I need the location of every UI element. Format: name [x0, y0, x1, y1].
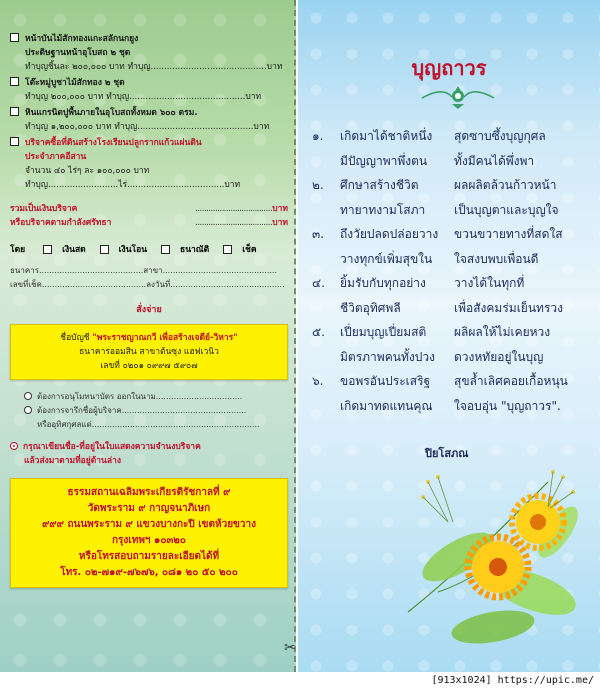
- verse-first-half: ชีวิตอุทิศพลี: [340, 300, 401, 315]
- item-4-detail: จำนวน ๔๐ ไร่ๆ ละ ๑๐๐,๐๐๐ บาท: [25, 166, 150, 176]
- option-dedicate[interactable]: หรืออุทิศกุศลแด่..................................................................: [37, 420, 260, 429]
- poem-title: บุญถาวร: [411, 56, 487, 80]
- account-number: เลขที่ ๐๒๐๑ ๐๙๙๗ ๕๙๐๗: [100, 361, 198, 371]
- verse-number: [312, 296, 340, 321]
- verse-line: [312, 247, 594, 272]
- address-line-2: วัดพระราม ๙ กาญจนาภิเษก: [87, 503, 211, 514]
- item-2-title: โต๊ะหมู่บูชาไม้สักทอง ๒ ชุด: [25, 78, 125, 88]
- verse-line: [312, 124, 594, 149]
- item-2: [10, 76, 288, 90]
- verse-line: [312, 173, 594, 198]
- verse-second-half: ผลผลิตล้วนก้าวหน้า: [454, 178, 557, 192]
- verse-second-half: ผลิผลให้ไม่เคยหวง: [454, 325, 551, 339]
- instruction-text-1: กรุณาเขียนชื่อ-ที่อยู่ในใบแสดงความจำนงบริจาค: [23, 442, 201, 452]
- phone-line: โทร. ๐๒-๗๑๙-๗๖๗๖, ๐๘๑ ๒๐ ๕๐ ๒๐๐: [60, 567, 238, 578]
- option-cash: เงินสด: [62, 245, 86, 255]
- radio-inscribe[interactable]: [24, 406, 32, 414]
- faith-donation-label: หรือบริจาคตามกำลังศรัทธา: [10, 218, 112, 228]
- option-money-order: ธนาณัติ: [180, 245, 210, 255]
- instruction-line-2: แล้วส่งมาตามที่อยู่ด้านล่าง: [24, 456, 121, 466]
- option-certificate[interactable]: [10, 390, 288, 404]
- verse-line: [312, 369, 594, 394]
- flower-illustration-icon: [398, 462, 598, 662]
- option-inscribe[interactable]: [10, 404, 288, 418]
- verse-line: [312, 149, 594, 174]
- item-1-title: หน้าบันไม้สักทองแกะสลักนกยูง: [25, 34, 139, 44]
- total-donation-line[interactable]: รวมเป็นเงินบริจาค ...................................บาท: [10, 204, 288, 214]
- scissors-icon: ✂: [284, 640, 296, 656]
- instruction-line-1: [10, 440, 288, 454]
- cheque-date-line[interactable]: เลขที่เช็ค.........................................ลงวันที่.............................................: [10, 280, 285, 289]
- checkbox-cash[interactable]: [43, 245, 52, 254]
- verse-number: [312, 394, 340, 419]
- poem-author: ปิยโสภณ: [425, 447, 469, 460]
- item-1-title2: ประดิษฐานหน้าอุโบสถ ๒ ชุด: [25, 48, 131, 58]
- poem-panel: [298, 0, 600, 672]
- verse-second-half: เป็นบุญตาและบุญใจ: [454, 202, 559, 217]
- verse-second-half: สุขล้ำเลิศคอยเกื้อหนุน: [454, 374, 568, 388]
- address-line-3: ๙๙๙ ถนนพระราม ๙ แขวงบางกะปิ เขตห้วยขวาง: [41, 519, 257, 530]
- total-donation-label: รวมเป็นเงินบริจาค: [10, 204, 78, 214]
- verse-first-half: ทายาทงามโสภา: [340, 202, 426, 217]
- verse-line: [312, 320, 594, 345]
- verse-number: ๔.: [312, 276, 325, 290]
- verse-number: [312, 345, 340, 370]
- item-3-title: หินแกรนิตปูพื้นภายในอุโบสถทั้งหมด ๖๐๐ ตรม.: [25, 108, 198, 118]
- verse-number: ๓.: [312, 227, 325, 241]
- verse-line: [312, 198, 594, 223]
- option-transfer: เงินโอน: [118, 245, 148, 255]
- verse-second-half: ดวงหทัยอยู่ในบุญ: [454, 349, 544, 364]
- verse-number: ๕.: [312, 325, 325, 339]
- checkbox-money-order[interactable]: [161, 245, 170, 254]
- verse-number: ๑.: [312, 129, 324, 143]
- verse-number: [312, 247, 340, 272]
- option-certificate-text: ต้องการอนุโมทนาบัตร ออกในนาม..................................: [37, 392, 243, 401]
- verse-second-half: สุดซาบซึ้งบุญกุศล: [454, 129, 546, 143]
- poem-verses: [312, 124, 594, 418]
- checkbox-transfer[interactable]: [100, 245, 109, 254]
- faith-baht-unit: บาท: [272, 218, 288, 228]
- checkbox-cheque[interactable]: [223, 245, 232, 254]
- bullet-icon: [10, 442, 18, 450]
- verse-line: [312, 222, 594, 247]
- bank-account-box: [10, 324, 288, 380]
- address-box: [10, 478, 288, 588]
- option-cheque: เช็ค: [242, 245, 257, 255]
- verse-line: [312, 271, 594, 296]
- pay-to-heading: สั่งจ่าย: [136, 305, 162, 315]
- verse-second-half: เพื่อสังคมร่มเย็นทรวง: [454, 300, 563, 315]
- item-3-detail: ทำบุญ ๑,๒๐๐,๐๐๐ บาท ทำบุญ...........................................บาท: [25, 122, 270, 132]
- address-line-5: หรือโทรสอบถามรายละเอียดได้ที่: [78, 551, 220, 562]
- bank-branch-line[interactable]: ธนาคาร.........................................สาขา.............................................: [10, 266, 278, 275]
- radio-certificate[interactable]: [24, 392, 32, 400]
- total-baht-unit: บาท: [272, 204, 288, 214]
- verse-line: [312, 345, 594, 370]
- verse-number: [312, 149, 340, 174]
- verse-first-half: มีปัญญาพาพึ่งตน: [340, 153, 428, 168]
- item-4: [10, 136, 288, 150]
- verse-second-half: ใจสงบพบเพื่อนดี: [454, 251, 539, 266]
- faith-donation-line[interactable]: หรือบริจาคตามกำลังศรัทธา ...................................บาท: [10, 218, 288, 228]
- payment-method-label: โดย: [10, 245, 26, 255]
- option-inscribe-text: ต้องการจารึกชื่อผู้บริจาค.................................................: [37, 406, 247, 415]
- verse-first-half: เกิดมาทดแทนคุณ: [340, 398, 433, 413]
- payment-method-row: [10, 242, 288, 256]
- account-bank: ธนาคารออมสิน สาขาต้นซุง แฮฟเวนิว: [79, 347, 219, 357]
- image-footer-caption: [913x1024] https://upic.me/: [0, 672, 600, 690]
- verse-first-half: ขอพรอันประเสริฐ: [340, 374, 431, 388]
- checkbox-item-4[interactable]: [10, 137, 19, 146]
- verse-first-half: เปี่ยมบุญเปี่ยมสติ: [340, 325, 427, 339]
- verse-number: ๖.: [312, 374, 324, 388]
- item-1-detail: ทำบุญชิ้นละ ๒๐๐,๐๐๐ บาท ทำบุญ...........................................บาท: [25, 62, 283, 72]
- checkbox-item-1[interactable]: [10, 33, 19, 42]
- verse-line: [312, 296, 594, 321]
- verse-first-half: ถึงวัยปลดปล่อยวาง: [340, 227, 439, 241]
- address-line-4: กรุงเทพฯ ๑๐๓๒๐: [112, 535, 186, 546]
- address-line-1: ธรรมสถานเฉลิมพระเกียรติรัชกาลที่ ๙: [67, 487, 231, 498]
- account-name: "พระราชญาณกวี เพื่อสร้างเจดีย์-วิหาร": [92, 333, 238, 343]
- verse-second-half: ทั้งมีคนได้พึ่งพา: [454, 153, 535, 168]
- item-4-title2: ประจำภาคอีสาน: [25, 152, 87, 162]
- item-3: [10, 106, 288, 120]
- verse-first-half: ศึกษาสร้างชีวิต: [340, 178, 419, 192]
- verse-second-half: วางได้ในทุกที่: [454, 276, 525, 290]
- ornament-icon: [418, 84, 498, 110]
- account-prefix: ชื่อบัญชี: [60, 333, 90, 343]
- verse-first-half: มิตรภาพคนทั้งปวง: [340, 349, 435, 364]
- checkbox-item-2[interactable]: [10, 77, 19, 86]
- item-1: [10, 32, 288, 46]
- donation-form: [10, 32, 288, 588]
- donation-form-panel: [0, 0, 296, 672]
- verse-first-half: เกิดมาได้ชาติหนึ่ง: [340, 129, 433, 143]
- verse-first-half: วางทุกข์เพิ่มสุขใน: [340, 251, 433, 266]
- verse-second-half: ใจอบอุ่น "บุญถาวร".: [454, 398, 561, 413]
- checkbox-item-3[interactable]: [10, 107, 19, 116]
- item-4-title: บริจาคซื้อที่ดินสร้างโรงเรียนปลูกรากแก้วแผ่นดิน: [25, 138, 202, 148]
- verse-first-half: ยิ้มรับกับทุกอย่าง: [340, 276, 426, 290]
- verse-number: ๒.: [312, 178, 324, 192]
- item-4-detail2: ทำบุญ..........................ไร่....................................บาท: [25, 180, 241, 190]
- verse-second-half: ขวนขวายทางที่สดใส: [454, 227, 563, 241]
- verse-number: [312, 198, 340, 223]
- item-2-detail: ทำบุญ ๒๐๐,๐๐๐ บาท ทำบุญ...........................................บาท: [25, 92, 262, 102]
- verse-line: [312, 394, 594, 419]
